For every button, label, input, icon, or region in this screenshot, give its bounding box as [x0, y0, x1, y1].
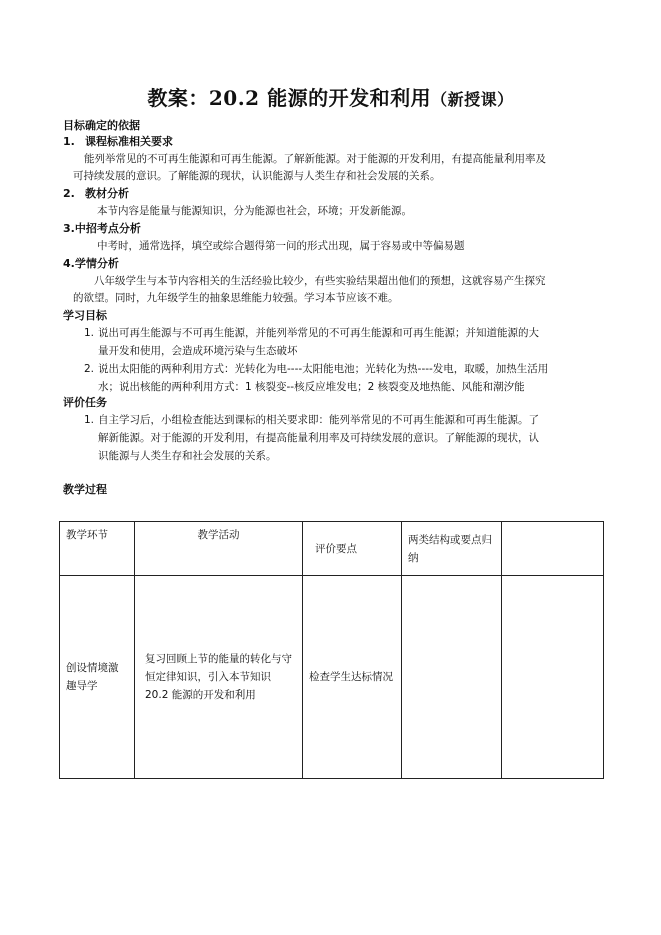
section-2-heading	[63, 186, 129, 201]
section-4-line-2: 的欲望。同时，九年级学生的抽象思维能力较强。学习本节应该不难。	[73, 292, 399, 304]
evaluation-1-line-3: 识能源与人类生存和社会发展的关系。	[98, 450, 277, 462]
process-heading: 教学过程	[63, 483, 107, 496]
evaluation-1-line-1: 自主学习后，小组检查能达到课标的相关要求即：能列举常见的不可再生能源和可再生能源。了	[98, 414, 539, 426]
goal-2-line-1: 说出太阳能的两种利用方式：光转化为电----太阳能电池；光转化为热----发电，取暖，加热生活用	[98, 363, 549, 375]
section-4-title: 学情分析	[74, 257, 119, 270]
section-4-number: 4.	[63, 257, 75, 270]
basis-heading: 目标确定的依据	[63, 119, 140, 132]
section-3-title: 中招考点分析	[74, 222, 141, 235]
row-cell-evaluation: 检查学生达标情况	[303, 576, 402, 779]
goal-item-1	[84, 324, 604, 360]
goal-2-number: 2.	[84, 363, 95, 375]
section-1-number: 1.	[63, 135, 75, 148]
lesson-table	[59, 521, 604, 779]
table-row	[60, 576, 604, 779]
evaluation-1-line-2: 解新能源。对于能源的开发利用，有提高能量利用率及可持续发展的意识。了解能源的现状，认	[98, 432, 539, 444]
goal-2-text	[98, 360, 548, 396]
goal-1-line-2: 量开发和使用，会造成环境污染与生态破坏	[98, 345, 298, 357]
table-header-row	[60, 522, 604, 576]
section-1-heading	[63, 134, 173, 149]
header-cell-stage: 教学环节	[60, 522, 135, 576]
header-cell-activity: 教学活动	[135, 522, 303, 576]
evaluation-1-text	[98, 411, 539, 465]
section-4-line-1: 八年级学生与本节内容相关的生活经验比较少，有些实验结果超出他们的预想，这就容易产生探究	[94, 275, 546, 287]
goals-heading: 学习目标	[63, 309, 107, 322]
row-cell-empty	[502, 576, 604, 779]
title-suffix: （新授课）	[431, 90, 514, 109]
evaluation-1-number: 1.	[84, 414, 95, 426]
goal-1-text	[98, 324, 539, 360]
row-cell-summary	[402, 576, 502, 779]
section-2-line-1: 本节内容是能量与能源知识，分为能源也社会，环境；开发新能源。	[97, 205, 412, 217]
goal-1-line-1: 说出可再生能源与不可再生能源，并能列举常见的不可再生能源和可再生能源；并知道能源的大	[98, 327, 539, 339]
evaluation-item-1	[84, 411, 604, 465]
evaluation-heading: 评价任务	[63, 396, 107, 409]
header-cell-summary: 两类结构或要点归纳	[402, 522, 502, 576]
section-4-heading	[63, 256, 119, 271]
goal-2-line-2: 水；说出核能的两种利用方式：1 核裂变--核反应堆发电；2 核裂变及地热能、风能和潮汐能	[98, 381, 525, 393]
goal-item-2	[84, 360, 604, 396]
section-3-number: 3.	[63, 222, 75, 235]
section-1-line-2: 可持续发展的意识。了解能源的现状，认识能源与人类生存和社会发展的关系。	[73, 170, 441, 182]
header-cell-empty	[502, 522, 604, 576]
section-3-heading	[63, 221, 141, 236]
section-1-line-1: 能列举常见的不可再生能源和可再生能源。了解新能源。对于能源的开发利用，有提高能量利用率及	[84, 153, 546, 165]
header-cell-evaluation: 评价要点	[303, 522, 402, 576]
document-title	[0, 86, 661, 112]
section-2-number: 2.	[63, 187, 75, 200]
section-1-title: 课程标准相关要求	[85, 135, 173, 148]
row-cell-activity: 复习回顾上节的能量的转化与守恒定律知识，引入本节知识 20.2 能源的开发和利用	[135, 576, 303, 779]
title-main: 教案：20.2 能源的开发和利用	[147, 86, 432, 110]
goal-1-number: 1.	[84, 327, 95, 339]
section-3-line-1: 中考时，通常选择，填空或综合题得第一问的形式出现，属于容易或中等偏易题	[97, 240, 465, 252]
section-2-title: 教材分析	[85, 187, 129, 200]
row-cell-stage: 创设情境激趣导学	[60, 576, 135, 779]
